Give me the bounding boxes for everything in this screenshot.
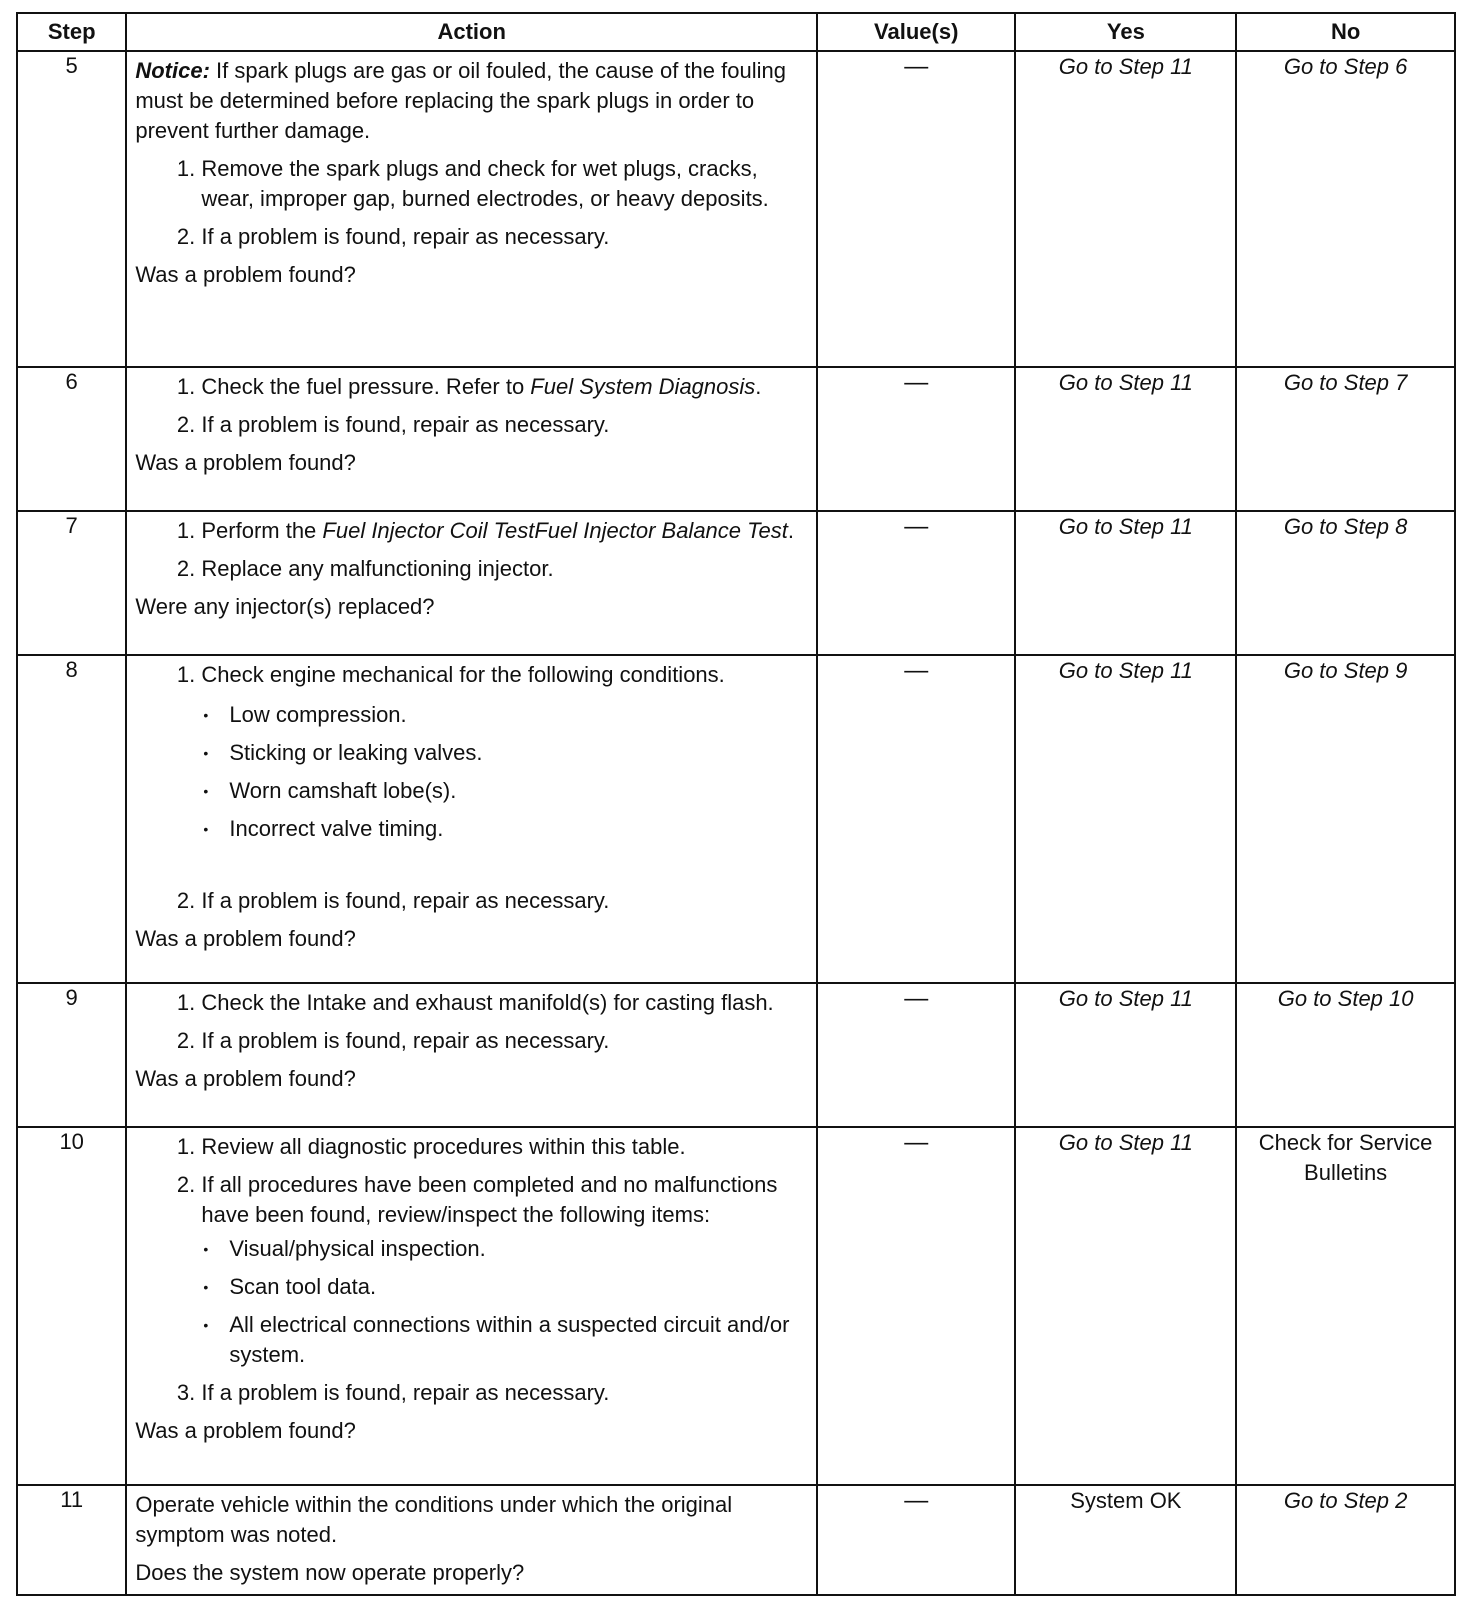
action-step <box>201 660 810 878</box>
action-cell <box>126 1485 817 1595</box>
action-cell <box>126 1127 817 1485</box>
yes-cell <box>1015 511 1236 655</box>
header-value: Value(s) <box>817 13 1015 51</box>
yes-link[interactable]: Go to Step 11 <box>1058 1130 1193 1155</box>
value-cell: — <box>817 367 1015 511</box>
action-step <box>201 372 810 402</box>
yes-cell <box>1015 1485 1236 1595</box>
no-text[interactable]: Check for Service Bulletins <box>1258 1130 1433 1185</box>
action-cell <box>126 983 817 1127</box>
value-cell: — <box>817 51 1015 367</box>
yes-cell <box>1015 1127 1236 1485</box>
yes-link[interactable]: Go to Step 11 <box>1058 658 1193 683</box>
header-step: Step <box>17 13 126 51</box>
header-yes: Yes <box>1015 13 1236 51</box>
no-link[interactable]: Go to Step 2 <box>1283 1488 1408 1513</box>
table-row <box>17 1485 1455 1595</box>
question: Was a problem found? <box>135 262 356 287</box>
notice-paragraph <box>135 56 810 146</box>
step-text: . <box>787 518 795 543</box>
list-item: • Scan tool data. <box>229 1272 810 1302</box>
value-cell: — <box>817 983 1015 1127</box>
action-step: 3. If a problem is found, repair as necessary. <box>201 1378 810 1408</box>
value-cell: — <box>817 655 1015 983</box>
action-step: 2. If a problem is found, repair as necessary. <box>201 886 810 916</box>
table-row <box>17 1127 1455 1485</box>
yes-link[interactable]: Go to Step 11 <box>1058 986 1193 1011</box>
reference-link[interactable]: Fuel Injector Coil TestFuel Injector Balance Test <box>322 518 788 543</box>
action-step: 1. Check the Intake and exhaust manifold(s) for casting flash. <box>201 988 810 1018</box>
value-cell: — <box>817 1485 1015 1595</box>
action-step: 2. If a problem is found, repair as necessary. <box>201 222 810 252</box>
step-text: Check engine mechanical for the following conditions. <box>201 662 725 687</box>
question: Were any injector(s) replaced? <box>135 594 435 619</box>
action-step: 2. If a problem is found, repair as necessary. <box>201 410 810 440</box>
step-number: 11 <box>17 1485 126 1595</box>
step-text: If all procedures have been completed and no malfunctions have been found, review/inspect the following items: <box>201 1172 778 1227</box>
no-link[interactable]: Go to Step 6 <box>1283 54 1408 79</box>
yes-link[interactable]: Go to Step 11 <box>1058 514 1193 539</box>
question: Was a problem found? <box>135 926 356 951</box>
action-step: 1. Review all diagnostic procedures within this table. <box>201 1132 810 1162</box>
no-link[interactable]: Go to Step 8 <box>1283 514 1408 539</box>
table-row <box>17 51 1455 367</box>
question: Does the system now operate properly? <box>135 1560 525 1585</box>
list-item: • Worn camshaft lobe(s). <box>229 776 810 806</box>
list-item: • Visual/physical inspection. <box>229 1234 810 1264</box>
question: Was a problem found? <box>135 450 356 475</box>
action-step: 2. Replace any malfunctioning injector. <box>201 554 810 584</box>
step-number: 10 <box>17 1127 126 1485</box>
table-row <box>17 367 1455 511</box>
value-cell: — <box>817 511 1015 655</box>
action-text: Operate vehicle within the conditions under which the original symptom was noted. <box>135 1492 733 1547</box>
action-cell <box>126 51 817 367</box>
header-no: No <box>1236 13 1455 51</box>
action-steps <box>135 1132 810 1408</box>
action-step <box>201 1170 810 1370</box>
step-number: 8 <box>17 655 126 983</box>
step-text: Perform the <box>201 518 323 543</box>
list-item: • Incorrect valve timing. <box>229 814 810 844</box>
step-number: 7 <box>17 511 126 655</box>
action-cell <box>126 367 817 511</box>
reference-link[interactable]: Fuel System Diagnosis <box>530 374 756 399</box>
diagnostic-table <box>16 12 1456 1596</box>
no-link[interactable]: Go to Step 9 <box>1283 658 1408 683</box>
inspection-list <box>201 1234 810 1370</box>
yes-link[interactable]: Go to Step 11 <box>1058 54 1193 79</box>
yes-cell <box>1015 367 1236 511</box>
step-text: . <box>755 374 762 399</box>
step-number: 5 <box>17 51 126 367</box>
step-number: 6 <box>17 367 126 511</box>
no-link[interactable]: Go to Step 7 <box>1283 370 1408 395</box>
action-steps <box>135 660 810 916</box>
yes-cell <box>1015 983 1236 1127</box>
value-cell: — <box>817 1127 1015 1485</box>
yes-cell <box>1015 655 1236 983</box>
question: Was a problem found? <box>135 1418 356 1443</box>
notice-label: Notice: <box>135 58 210 83</box>
action-cell <box>126 511 817 655</box>
table-row <box>17 511 1455 655</box>
question: Was a problem found? <box>135 1066 356 1091</box>
no-link[interactable]: Go to Step 10 <box>1277 986 1414 1011</box>
action-step: 1. Remove the spark plugs and check for wet plugs, cracks, wear, improper gap, burned electrodes, or heavy deposits. <box>201 154 810 214</box>
yes-text[interactable]: System OK <box>1070 1488 1182 1513</box>
no-cell <box>1236 51 1455 367</box>
notice-text: If spark plugs are gas or oil fouled, the cause of the fouling must be determined before replacing the spark plugs in order to prevent further damage. <box>135 58 786 143</box>
list-item: • Low compression. <box>229 700 810 730</box>
action-steps <box>135 516 810 584</box>
no-cell <box>1236 1485 1455 1595</box>
condition-list <box>201 700 810 844</box>
list-item: • All electrical connections within a suspected circuit and/or system. <box>229 1310 810 1370</box>
action-steps <box>135 372 810 440</box>
action-steps <box>135 154 810 252</box>
action-step <box>201 516 810 546</box>
yes-link[interactable]: Go to Step 11 <box>1058 370 1193 395</box>
action-steps <box>135 988 810 1056</box>
table-row <box>17 655 1455 983</box>
no-cell <box>1236 983 1455 1127</box>
list-item: • Sticking or leaking valves. <box>229 738 810 768</box>
no-cell <box>1236 367 1455 511</box>
no-cell <box>1236 1127 1455 1485</box>
yes-cell <box>1015 51 1236 367</box>
action-cell <box>126 655 817 983</box>
header-row <box>17 13 1455 51</box>
no-cell <box>1236 511 1455 655</box>
action-step: 2. If a problem is found, repair as necessary. <box>201 1026 810 1056</box>
no-cell <box>1236 655 1455 983</box>
step-number: 9 <box>17 983 126 1127</box>
step-text: Check the fuel pressure. Refer to <box>201 374 531 399</box>
header-action: Action <box>126 13 817 51</box>
table-row <box>17 983 1455 1127</box>
